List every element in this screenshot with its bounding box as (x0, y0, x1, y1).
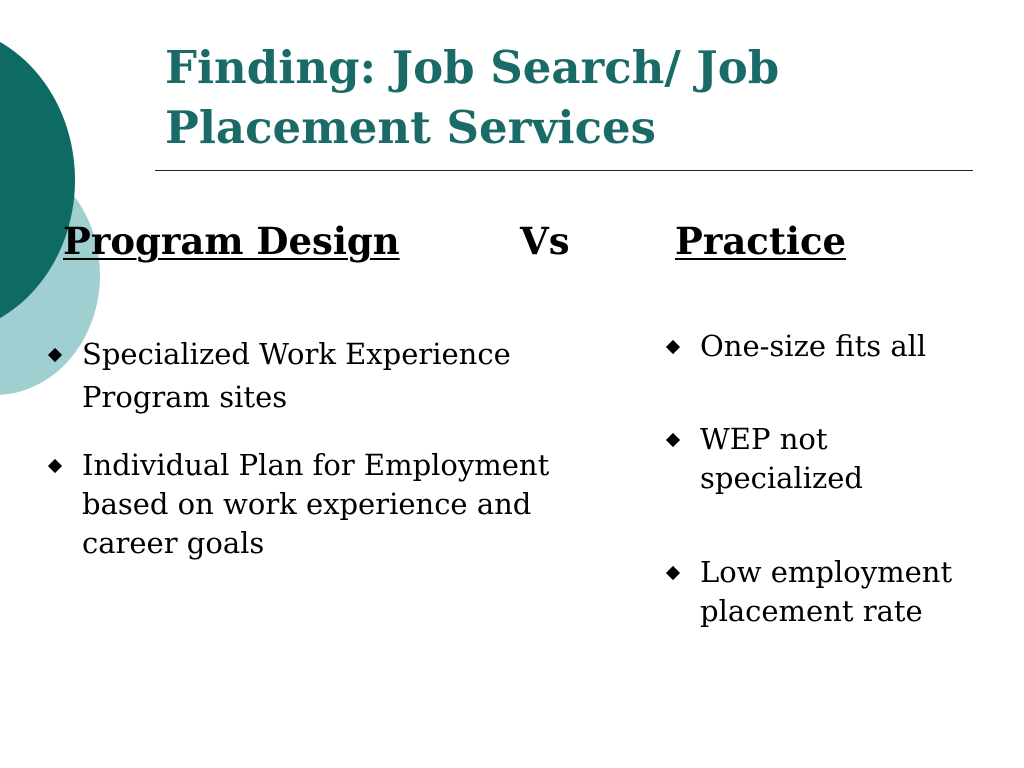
list-item (47, 446, 617, 563)
heading-program-design: Program Design (63, 219, 400, 263)
practice-list (665, 327, 985, 631)
diamond-bullet-icon (666, 566, 680, 580)
bullet-text: WEP not specialized (700, 422, 863, 495)
bullet-text: Low employment placement rate (700, 555, 953, 628)
list-item (665, 420, 985, 498)
bullet-text-line2: Program sites (82, 380, 288, 414)
program-design-list (47, 335, 617, 563)
diamond-bullet-icon (666, 340, 680, 354)
slide-title: Finding: Job Search/ Job Placement Services (165, 41, 780, 154)
heading-vs: Vs (520, 219, 570, 263)
list-item (665, 327, 985, 366)
bullet-text: Individual Plan for Employment based on work experience and career goals (82, 448, 550, 560)
bullet-text: One-size fits all (700, 329, 927, 363)
diamond-bullet-icon (48, 459, 62, 473)
heading-practice: Practice (675, 219, 847, 263)
diamond-bullet-icon (666, 433, 680, 447)
title-divider (155, 170, 973, 171)
list-item (665, 553, 985, 631)
diamond-bullet-icon (48, 348, 62, 362)
list-item (47, 335, 617, 421)
bullet-text-line1: Specialized Work Experience (82, 337, 511, 371)
